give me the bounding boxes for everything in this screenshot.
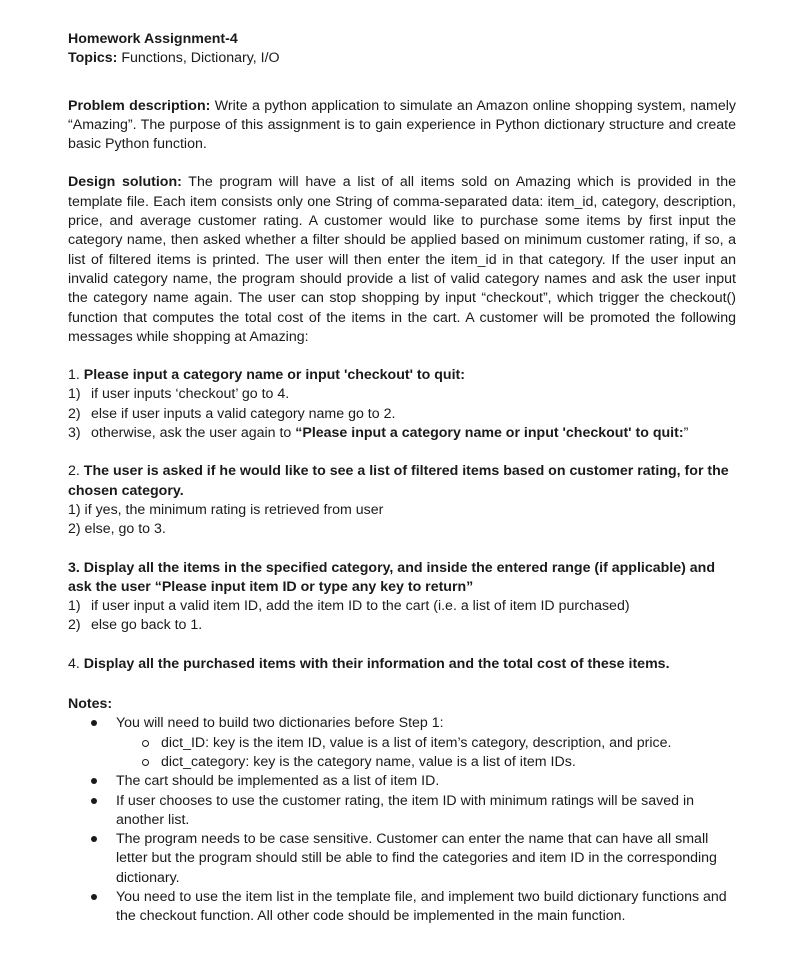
- document-page: [68, 30, 736, 927]
- list-item: 2) else if user inputs a valid category name go to 2.: [68, 405, 396, 422]
- step-2: [68, 462, 736, 539]
- list-item: 1) if user inputs ‘checkout’ go to 4.: [68, 386, 290, 403]
- problem-description: Problem description: Write a python application to simulate an Amazon online shopping system, namely “Amazing”. The purpose of this assignment is to gain experience in Python dictionary structure and create basic Python function.: [68, 97, 737, 153]
- list-item: You will need to build two dictionaries before Step 1:: [116, 715, 444, 732]
- list-item: 1) if user input a valid item ID, add the item ID to the cart (i.e. a list of item ID purchased): [68, 598, 630, 615]
- circle-bullet-icon: [138, 753, 161, 772]
- assignment-title: Homework Assignment-4: [68, 31, 238, 47]
- list-item: If user chooses to use the customer rating, the item ID with minimum ratings will be saved in another list.: [116, 792, 694, 828]
- step-1: [68, 366, 736, 443]
- sub-list-item: dict_ID: key is the item ID, value is a list of item’s category, description, and price.: [68, 734, 736, 753]
- list-item: The cart should be implemented as a list of item ID.: [116, 773, 440, 790]
- list-item: 2) else go back to 1.: [68, 617, 203, 634]
- step-4-heading: 4. Display all the purchased items with their information and the total cost of these items.: [68, 655, 670, 672]
- design-solution: Design solution: The program will have a list of all items sold on Amazing which is provided in the template file. Each item consists only one String of comma-separated data: item_id, category, description, price, and average customer rating. A customer would like to purchase some items by first input the category name, then asked whether a filter should be applied based on minimum customer rating, if so, a list of filtered items is printed. The user will then enter the item_id in that category. If the user input an invalid category name, the program should provide a list of valid category names and ask the user input the category name again. The user can stop shopping by input “checkout”, which trigger the checkout() function that computes the total cost of the items in the cart. A customer will be promoted the following messages while shopping at Amazing:: [68, 174, 736, 345]
- notes-label: Notes:: [68, 696, 113, 713]
- topics-line: Topics: Functions, Dictionary, I/O: [68, 50, 280, 67]
- circle-bullet-icon: [138, 734, 161, 753]
- sub-list-item: dict_category: key is the category name, value is a list of item IDs.: [68, 753, 736, 772]
- step-1-heading: 1. Please input a category name or input 'checkout' to quit:: [68, 367, 465, 384]
- list-item: 3) otherwise, ask the user again to “Please input a category name or input 'checkout' to quit:”: [68, 425, 689, 442]
- step-2-heading: 2. The user is asked if he would like to see a list of filtered items based on customer rating, for the chosen category.: [68, 463, 729, 499]
- step-3-heading: 3. Display all the items in the specified category, and inside the entered range (if applicable) and ask the user “Please input item ID or type any key to return”: [68, 559, 716, 595]
- list-item: 2) else, go to 3.: [68, 521, 166, 538]
- list-item: You need to use the item list in the template file, and implement two build dictionary functions and the checkout function. All other code should be implemented in the main function.: [116, 888, 727, 925]
- step-3: [68, 559, 736, 636]
- list-item: The program needs to be case sensitive. Customer can enter the name that can have all small letter but the program should still be able to find the categories and item ID in the corresponding dictionary.: [116, 831, 717, 886]
- notes-section: [68, 695, 736, 927]
- list-item: 1) if yes, the minimum rating is retrieved from user: [68, 501, 384, 518]
